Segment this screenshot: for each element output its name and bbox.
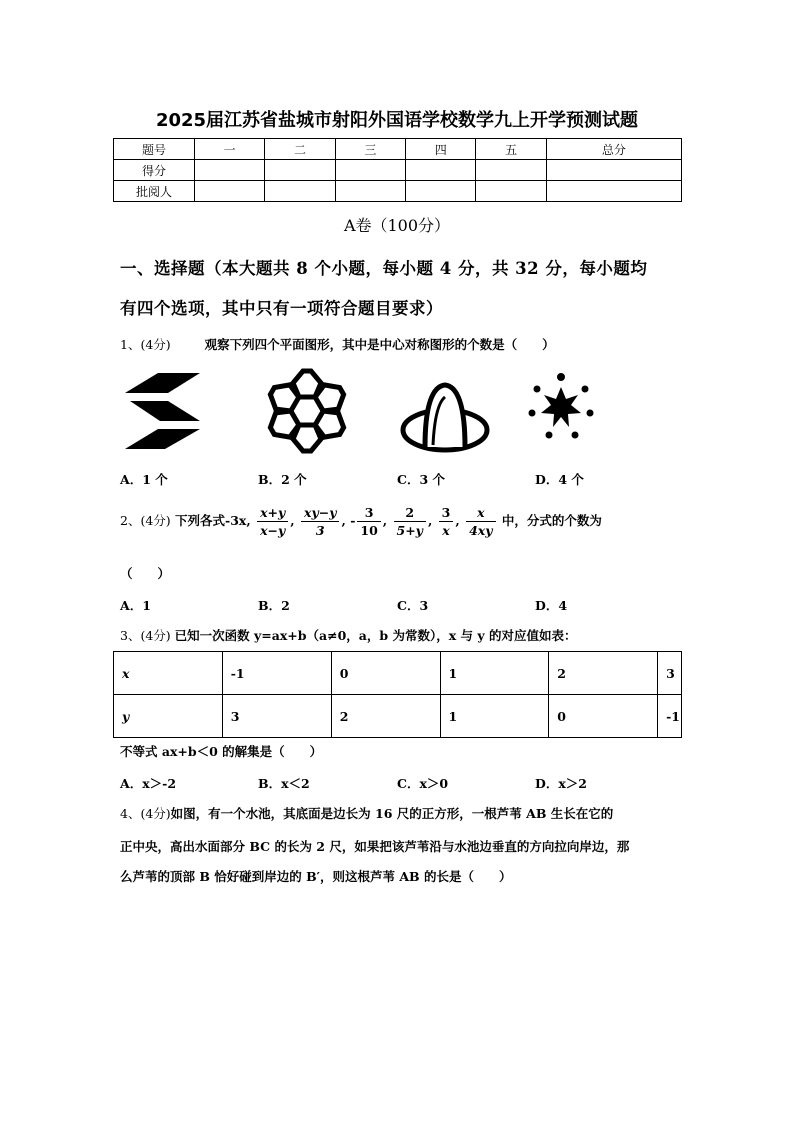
- q1-option-d: D．4 个: [535, 472, 584, 487]
- q1-option-a: A．1 个: [120, 472, 168, 487]
- table-cell: 1: [440, 695, 549, 738]
- q1-option-c: C．3 个: [397, 472, 445, 487]
- q2-option-a: A．1: [120, 598, 151, 613]
- question-number: 2、(4分): [120, 513, 171, 528]
- question-number: 1、(4分): [120, 337, 171, 352]
- fraction: $\frac{2}{5+y}$: [394, 504, 426, 539]
- q2-option-b: B．2: [258, 598, 290, 613]
- score-cell: [546, 181, 681, 202]
- q3-option-d: D．x＞2: [535, 776, 587, 791]
- question-3: [120, 626, 577, 644]
- question-text: 如图，有一个水池，其底面是边长为 16 尺的正方形，一根芦苇 AB 生长在它的: [170, 806, 614, 821]
- table-cell: y: [114, 695, 223, 738]
- fraction: $\frac{x}{4xy}$: [466, 504, 495, 539]
- q2-option-c: C．3: [397, 598, 429, 613]
- table-cell: 3: [658, 652, 682, 695]
- score-table-row: [114, 181, 682, 202]
- table-cell: 1: [440, 652, 549, 695]
- score-header-cell: 二: [265, 139, 335, 160]
- x-row: [114, 652, 682, 695]
- answer-paren: （ ）: [120, 566, 171, 581]
- score-cell: [265, 181, 335, 202]
- score-header-cell: 五: [476, 139, 546, 160]
- hexagon-snowflake-icon: [265, 371, 348, 451]
- volume-heading: A卷（100分）: [343, 216, 451, 235]
- table-cell: 2: [331, 695, 440, 738]
- question-text: 观察下列四个平面图形，其中是中心对称图形的个数是（ ）: [204, 337, 555, 352]
- fraction: $\frac{3}{10}$: [357, 504, 380, 539]
- fraction: $\frac{3}{x}$: [439, 504, 454, 539]
- question-4-line2: 正中央，高出水面部分 BC 的长为 2 尺，如果把该芦苇沿与水池边垂直的方向拉向岸边，那: [120, 839, 630, 854]
- table-cell: -1: [222, 652, 331, 695]
- question-4: [120, 804, 613, 822]
- fraction: $\frac{x+y}{x-y}$: [257, 504, 288, 539]
- table-cell: 0: [549, 695, 658, 738]
- score-cell: [476, 181, 546, 202]
- question-3-followup: 不等式 ax+b＜0 的解集是（ ）: [120, 744, 323, 759]
- xy-value-table: [113, 651, 682, 738]
- score-header-cell: 一: [195, 139, 265, 160]
- suzuki-logo-icon: [125, 373, 200, 449]
- q3-option-b: B．x＜2: [258, 776, 310, 791]
- score-cell: [476, 160, 546, 181]
- score-cell: [406, 181, 476, 202]
- table-cell: -1: [658, 695, 682, 738]
- q3-option-c: C．x＞0: [397, 776, 449, 791]
- score-row-label: 批阅人: [114, 181, 195, 202]
- q3-option-a: A．x＞-2: [120, 776, 177, 791]
- score-table-header-row: [114, 139, 682, 160]
- section-heading-line2: 有四个选项，其中只有一项符合题目要求）: [120, 299, 443, 318]
- score-header-cell: 题号: [114, 139, 195, 160]
- section-heading-line1: 一、选择题（本大题共 8 个小题，每小题 4 分，共 32 分，每小题均: [120, 259, 648, 278]
- q1-figures: [120, 365, 615, 457]
- fraction: $\frac{xy-y}{3}$: [301, 504, 339, 539]
- score-row-label: 得分: [114, 160, 195, 181]
- question-text: 已知一次函数 y=ax+b（a≠0，a，b 为常数），x 与 y 的对应值如表：: [174, 628, 577, 643]
- score-header-cell: 三: [335, 139, 405, 160]
- y-row: [114, 695, 682, 738]
- question-4-line3: 么芦苇的顶部 B 恰好碰到岸边的 B′，则这根芦苇 AB 的长是（ ）: [120, 869, 512, 884]
- page-title: 2025届江苏省盐城市射阳外国语学校数学九上开学预测试题: [155, 110, 639, 131]
- score-cell: [265, 160, 335, 181]
- score-table: [113, 138, 682, 202]
- question-1: [120, 335, 555, 353]
- score-cell: [195, 181, 265, 202]
- table-cell: 2: [549, 652, 658, 695]
- q1-option-b: B．2 个: [258, 472, 307, 487]
- score-header-cell: 四: [406, 139, 476, 160]
- question-number: 4、(4分): [120, 806, 171, 821]
- splat-star-icon: [529, 373, 594, 439]
- question-tail: 中，分式的个数为: [501, 513, 602, 528]
- table-cell: 0: [331, 652, 440, 695]
- score-table-row: [114, 160, 682, 181]
- question-2: 2、(4分) 下列各式-3x, $\frac{x+y}{x-y}$ , $\frac{xy-y}{3}$ , - $\frac{3}{10}$ , $\frac{2}{5+y}$ , $\frac{3}{x}$ , $\frac{x}{4xy}$ 中，分式的个数为: [120, 505, 602, 538]
- question-lead: 下列各式-3x,: [175, 513, 251, 528]
- score-cell: [406, 160, 476, 181]
- score-cell: [335, 181, 405, 202]
- score-cell: [335, 160, 405, 181]
- question-number: 3、(4分): [120, 628, 171, 643]
- table-cell: 3: [222, 695, 331, 738]
- score-header-cell: 总分: [546, 139, 681, 160]
- q2-option-d: D．4: [535, 598, 568, 613]
- score-cell: [546, 160, 681, 181]
- score-cell: [195, 160, 265, 181]
- table-cell: x: [114, 652, 223, 695]
- oval-arch-logo-icon: [403, 385, 487, 450]
